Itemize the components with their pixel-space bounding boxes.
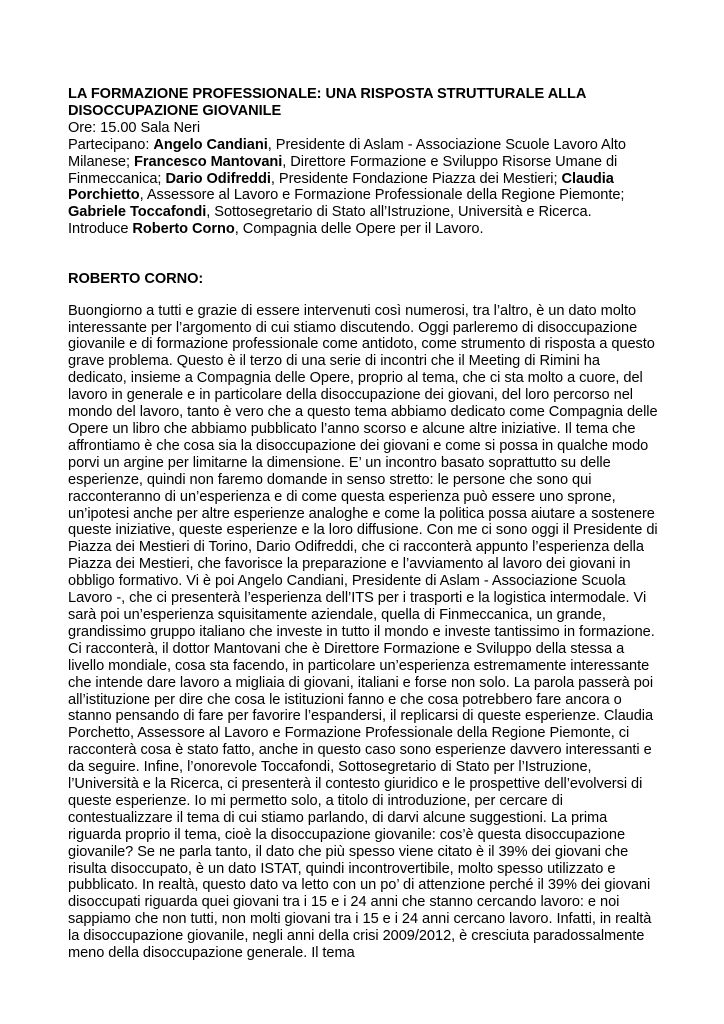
participant-role-candiani: , Presidente di Aslam - Associazione Scuole Lavoro Alto Milanese; — [68, 136, 626, 170]
document-title: LA FORMAZIONE PROFESSIONALE: UNA RISPOSTA STRUTTURALE ALLA DISOCCUPAZIONE GIOVANILE — [68, 86, 586, 119]
participant-role-porchietto: , Assessore al Lavoro e Formazione Professionale della Regione Piemonte; — [139, 187, 625, 204]
introducer-line — [68, 221, 662, 238]
introducer-name: Roberto Corno — [132, 221, 235, 238]
document-page — [68, 86, 662, 962]
time-room: Ore: 15.00 Sala Neri — [68, 119, 201, 136]
participant-role-odifreddi: , Presidente Fondazione Piazza dei Mestieri; — [270, 170, 562, 187]
participant-name-candiani: Angelo Candiani — [153, 136, 268, 153]
participant-name-toccafondi: Gabriele Toccafondi — [68, 204, 207, 221]
participant-name-porchietto: Claudia Porchietto — [68, 170, 614, 204]
participants-paragraph — [68, 137, 662, 222]
speaker-heading: ROBERTO CORNO: — [68, 271, 204, 288]
introducer-prefix: Introduce — [68, 221, 133, 238]
participant-role-mantovani: , Direttore Formazione e Sviluppo Risorse Umane di Finmeccanica; — [68, 153, 618, 187]
participant-name-odifreddi: Dario Odifreddi — [165, 170, 271, 187]
participant-name-mantovani: Francesco Mantovani — [134, 153, 283, 170]
introducer-suffix: , Compagnia delle Opere per il Lavoro. — [234, 221, 484, 238]
participant-role-toccafondi: , Sottosegretario di Stato all’Istruzione, Università e Ricerca. — [206, 204, 592, 221]
speech-paragraph: Buongiorno a tutti e grazie di essere intervenuti così numerosi, tra l’altro, è un dato molto interessante per l’argomento di cui stiamo discutendo. Oggi parleremo di disoccupazione giovanile e di formazione professionale come antidoto, come strumento di risposta a questo grave problema. Questo è il terzo di una serie di incontri che il Meeting di Rimini ha dedicato, insieme a Compagnia delle Opere, proprio al tema, che ci sta molto a cuore, del lavoro in generale e in particolare della disoccupazione dei giovani, del loro percorso nel mondo del lavoro, tanto è vero che a questo tema abbiamo dedicato come Compagnia delle Opere un libro che abbiamo pubblicato l’anno scorso e alcune altre iniziative. Il tema che affrontiamo è che cosa sia la disoccupazione dei giovani e come si possa in qualche modo porvi un argine per limitarne la dimensione. E’ un incontro basato soprattutto su delle esperienze, quindi non faremo domande in senso stretto: le persone che sono qui racconteranno di un’esperienza e di come questa esperienza può essere uno sprone, un’ipotesi anche per altre esperienze analoghe e come la politica possa aiutare a sostenere queste iniziative, queste esperienze e la loro diffusione. Con me ci sono oggi il Presidente di Piazza dei Mestieri di Torino, Dario Odifreddi, che ci racconterà appunto l’esperienza della Piazza dei Mestieri, che favorisce la preparazione e l’avviamento al lavoro dei giovani in obbligo formativo. Vi è poi Angelo Candiani, Presidente di Aslam - Associazione Scuola Lavoro -, che ci presenterà l’esperienza dell’ITS per i trasporti e la logistica intermodale. Vi sarà poi un’esperienza squisitamente aziendale, quella di Finmeccanica, un grande, grandissimo gruppo italiano che investe in tutto il mondo e investe tantissimo in formazione. Ci racconterà, il dottor Mantovani che è Direttore Formazione e Sviluppo della stessa a livello mondiale, cosa sta facendo, in particolare un’esperienza estremamente interessante che intende dare lavoro a migliaia di giovani, italiani e forse non solo. La parola passerà poi all’istituzione per dire che cosa le istituzioni fanno e che cosa potrebbero fare ancora o stanno pensando di fare per favorire l’espandersi, il replicarsi di queste esperienze. Claudia Porchetto, Assessore al Lavoro e Formazione Professionale della Regione Piemonte, ci racconterà cosa è stato fatto, anche in questo caso sono esperienze davvero interessanti e da seguire. Infine, l’onorevole Toccafondi, Sottosegretario di Stato per l’Istruzione, l’Università e la Ricerca, ci presenterà il contesto giuridico e le prospettive dell’evolversi di queste esperienze. Io mi permetto solo, a titolo di introduzione, per cercare di contestualizzare il tema di cui stiamo parlando, di darvi alcune suggestioni. La prima riguarda proprio il tema, cioè la disoccupazione giovanile: cos’è questa disoccupazione giovanile? Se ne parla tanto, il dato che più spesso viene citato è il 39% dei giovani che risulta disoccupato, è un dato ISTAT, quindi incontrovertibile, molto spesso utilizzato e pubblicato. In realtà, questo dato va letto con un po’ di attenzione perché il 39% dei giovani disoccupati riguarda quei giovani tra i 15 e i 24 anni che stanno cercando lavoro: e noi sappiamo che non tutti, non molti giovani tra i 15 e i 24 anni cercano lavoro. Infatti, in realtà la disoccupazione giovanile, negli anni della crisi 2009/2012, è cresciuta paradossalmente meno della disoccupazione generale. Il tema — [68, 302, 658, 962]
participants-intro: Partecipano: — [68, 136, 154, 153]
